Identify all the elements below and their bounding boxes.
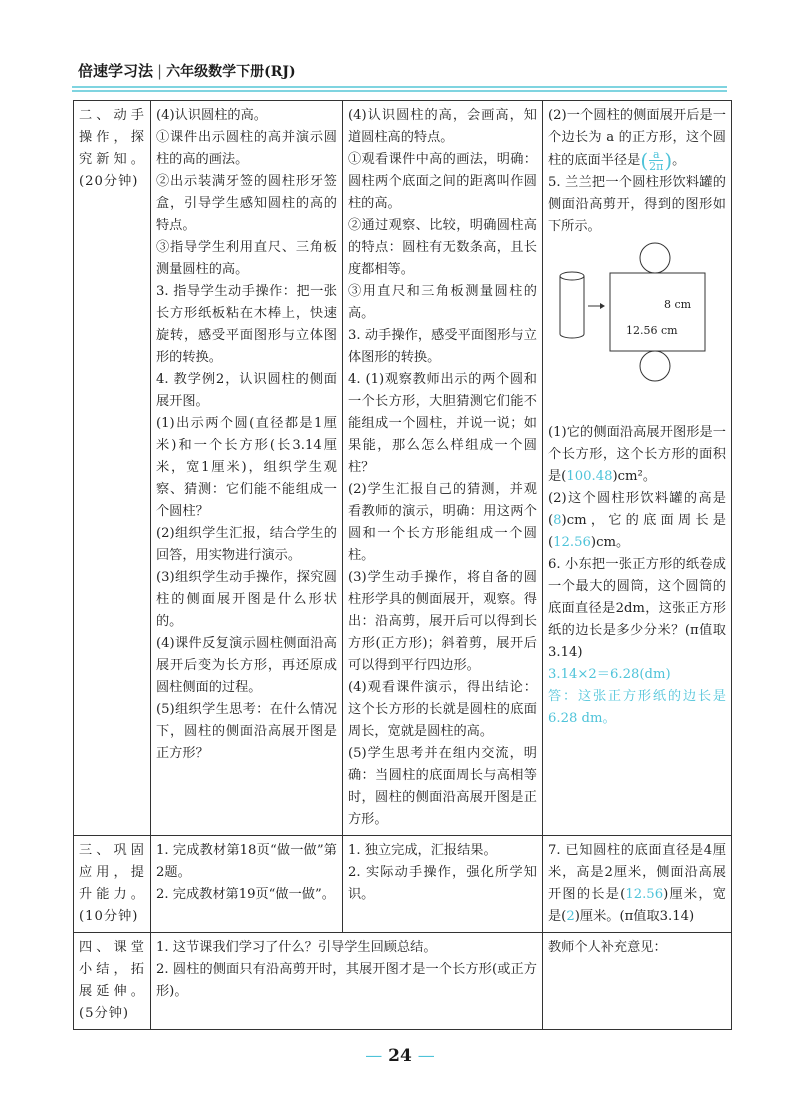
table-row: [74, 836, 732, 933]
teacher-activity-cell: [151, 101, 343, 836]
teacher-item: ①课件出示圆柱的高并演示圆柱的高的画法。: [156, 130, 337, 167]
student-item: (3)学生动手操作，将自备的圆柱形学具的侧面展开，观察。得出：沿高剪，展开后可以得到长方形(正方形)；斜着剪，展开后可以得到平行四边形。: [348, 570, 537, 673]
student-item: (5)学生思考并在组内交流，明确：当圆柱的底面周长与高相等时，圆柱的侧面沿高展开图是正方形。: [348, 746, 537, 827]
teacher-item: (3)组织学生动手操作，探究圆柱的侧面展开图是什么形状的。: [156, 570, 337, 629]
header-separator: |: [157, 62, 163, 80]
exercise-q4-2: (2)一个圆柱的侧面展开后是一个边长为 a 的正方形，这个圆柱的底面半径是( $\frac{a}{2\pi}$ )。: [548, 108, 726, 173]
stage-cell: 二、动手操作，探究新知。(20分钟): [74, 101, 151, 836]
student-activity-cell: [343, 101, 543, 836]
student-item: ③用直尺和三角板测量圆柱的高。: [348, 284, 537, 321]
teacher-item: (4)课件反复演示圆柱侧面沿高展开后变为长方形，再还原成圆柱侧面的过程。: [156, 636, 337, 695]
header-rule: [72, 86, 727, 88]
net-shapes: [610, 243, 705, 381]
stage-cell: 三、巩固应用，提升能力。(10分钟): [74, 836, 151, 933]
student-item: 2. 实际动手操作，强化所学知识。: [348, 865, 537, 902]
book-title: 倍速学习法: [78, 62, 154, 80]
exercise-q6-answer: 答：这张正方形纸的边长是6.28 dm。: [548, 689, 726, 726]
student-activity-cell: [343, 836, 543, 933]
exercise-cell: [543, 101, 732, 836]
cylinder-icon: [560, 272, 584, 338]
fraction-answer: $\frac{a}{2\pi}$: [649, 148, 664, 173]
summary-cell: [151, 933, 543, 1030]
page-header: [78, 60, 296, 81]
exercise-q7: 7. 已知圆柱的底面直径是4厘米，高是2厘米，侧面沿高展开图的长是(12.56)厘米，宽是(2)厘米。(π值取3.14): [548, 843, 726, 924]
teacher-item: 3. 指导学生动手操作：把一张长方形纸板粘在木棒上，快速旋转，感受平面图形与立体图形的转换。: [156, 284, 337, 365]
exercise-q5: 5. 兰兰把一个圆柱形饮料罐的侧面沿高剪开，得到的图形如下所示。: [548, 175, 726, 234]
cylinder-net-diagram: [548, 242, 726, 412]
arrow-icon: [588, 303, 605, 309]
exercise-q5-2: (2)这个圆柱形饮料罐的高是(8)cm，它的底面周长是(12.56)cm。: [548, 491, 726, 550]
teacher-item: ②出示装满牙签的圆柱形牙签盒，引导学生感知圆柱的高的特点。: [156, 174, 337, 233]
teacher-note-cell: [543, 933, 732, 1030]
student-item: ②通过观察、比较，明确圆柱高的特点：圆柱有无数条高，且长度都相等。: [348, 218, 537, 277]
student-item: (4)观看课件演示，得出结论：这个长方形的长就是圆柱的底面周长，宽就是圆柱的高。: [348, 680, 537, 739]
teacher-item: 1. 完成教材第18页“做一做”第2题。: [156, 843, 337, 880]
height-label: 8 cm: [664, 298, 692, 311]
teacher-item: (4)认识圆柱的高。: [156, 108, 267, 123]
page-number: — 24 —: [365, 1046, 435, 1066]
table-row: [74, 933, 732, 1030]
exercise-q5-1: (1)它的侧面沿高展开图形是一个长方形，这个长方形的面积是(100.48)cm²。: [548, 425, 726, 484]
teacher-item: (1)出示两个圆(直径都是1厘米)和一个长方形(长3.14厘米，宽1厘米)，组织学生观察、猜测：它们能不能组成一个圆柱？: [156, 416, 337, 519]
student-item: 1. 独立完成，汇报结果。: [348, 843, 497, 858]
side-rectangle: [610, 273, 705, 351]
student-item: 4. (1)观察教师出示的两个圆和一个长方形，大胆猜测它们能不能组成一个圆柱，并说一说；如果能，那么怎么样组成一个圆柱？: [348, 372, 537, 475]
lesson-plan-table: [73, 100, 732, 1030]
stage-cell: 四、课堂小结，拓展延伸。(5分钟): [74, 933, 151, 1030]
teacher-note: 教师个人补充意见：: [548, 940, 667, 955]
exercise-cell: [543, 836, 732, 933]
summary-item: 2. 圆柱的侧面只有沿高剪开时，其展开图才是一个长方形(或正方形)。: [156, 962, 537, 999]
top-circle: [640, 243, 670, 273]
teacher-item: 2. 完成教材第19页“做一做”。: [156, 887, 335, 902]
teacher-item: (2)组织学生汇报，结合学生的回答，用实物进行演示。: [156, 526, 337, 563]
student-item: (4)认识圆柱的高，会画高，知道圆柱高的特点。: [348, 108, 537, 145]
table-row: [74, 101, 732, 836]
teacher-item: ③指导学生利用直尺、三角板测量圆柱的高。: [156, 240, 337, 277]
exercise-q6-answer: 3.14×2＝6.28(dm): [548, 667, 671, 682]
summary-item: 1. 这节课我们学习了什么？引导学生回顾总结。: [156, 940, 437, 955]
bottom-circle: [640, 351, 670, 381]
book-subtitle: 六年级数学下册(RJ): [166, 64, 296, 80]
exercise-q6: 6. 小东把一张正方形的纸卷成一个最大的圆筒，这个圆筒的底面直径是2dm，这张正方形纸的边长是多少分米？(π值取3.14): [548, 557, 726, 660]
teacher-item: 4. 教学例2，认识圆柱的侧面展开图。: [156, 372, 337, 409]
teacher-item: (5)组织学生思考：在什么情况下，圆柱的侧面沿高展开图是正方形？: [156, 702, 337, 761]
student-item: ①观看课件中高的画法，明确：圆柱两个底面之间的距离叫作圆柱的高。: [348, 152, 537, 211]
student-item: (2)学生汇报自己的猜测，并观看教师的演示，明确：用这两个圆和一个长方形能组成一个圆柱。: [348, 482, 537, 563]
width-label: 12.56 cm: [626, 324, 678, 337]
header-rule: [72, 90, 727, 92]
page-number-value: 24: [388, 1046, 412, 1066]
teacher-activity-cell: [151, 836, 343, 933]
cylinder-net-figure: [548, 242, 726, 420]
student-item: 3. 动手操作，感受平面图形与立体图形的转换。: [348, 328, 537, 365]
